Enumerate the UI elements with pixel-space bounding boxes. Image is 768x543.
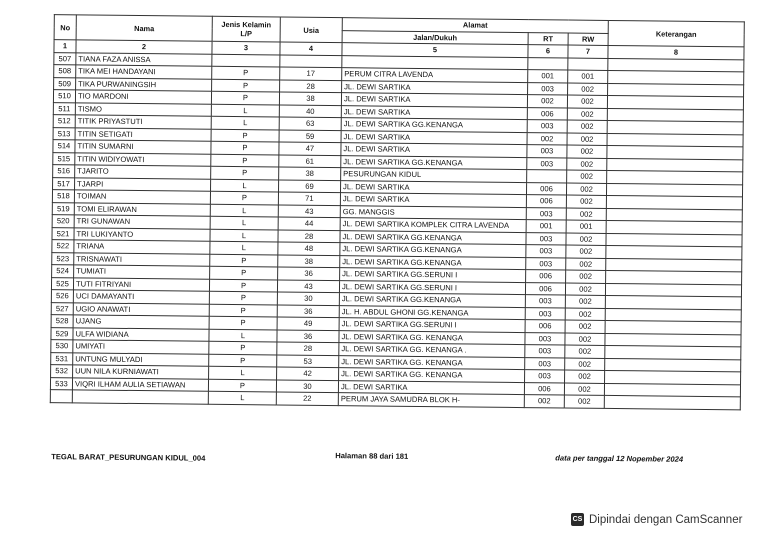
cell-usia: 38 (279, 92, 341, 105)
cell-usia: 43 (277, 280, 339, 293)
header-keterangan: Keterangan (608, 20, 744, 46)
cell-usia: 44 (278, 217, 340, 230)
cell-jalan: JL. DEWI SARTIKA KOMPLEK CITRA LAVENDA (340, 218, 526, 232)
camscanner-text: Dipindai dengan CamScanner (589, 513, 743, 526)
cell-jalan: GG. MANGGIS (340, 205, 526, 219)
cell-rt: 006 (524, 382, 564, 395)
cell-jenis-kelamin: L (209, 329, 277, 342)
cell-usia: 63 (279, 117, 341, 130)
cell-jenis-kelamin: P (211, 166, 279, 179)
cell-rt: 002 (527, 132, 567, 145)
cell-rw: 002 (565, 295, 605, 308)
cell-no: 526 (51, 290, 73, 303)
cell-jenis-kelamin: P (210, 254, 278, 267)
cell-jalan: JL. DEWI SARTIKA GG.KENANGA (339, 293, 525, 307)
cell-usia: 36 (277, 330, 339, 343)
cell-jenis-kelamin: L (209, 366, 277, 379)
cell-jalan: JL. DEWI SARTIKA (341, 130, 527, 144)
cell-rt: 006 (525, 282, 565, 295)
cell-no: 530 (51, 340, 73, 353)
cell-rt: 006 (526, 270, 566, 283)
col-number-2: 2 (76, 40, 212, 54)
cell-nama: UCI DAMAYANTI (73, 290, 209, 304)
cell-jalan: JL. DEWI SARTIKA GG.KENANGA (341, 118, 527, 132)
cell-nama: TUMIATI (74, 265, 210, 279)
cell-nama: TOIMAN (74, 190, 210, 204)
cell-jalan: JL. DEWI SARTIKA GG. KENANGA (339, 355, 525, 369)
cell-no: 519 (52, 202, 74, 215)
cell-jalan: PERUM JAYA SAMUDRA BLOK H- (338, 393, 524, 407)
cell-usia: 40 (279, 105, 341, 118)
cell-jenis-kelamin: P (209, 341, 277, 354)
voter-table (50, 14, 745, 410)
cell-jalan: JL. DEWI SARTIKA (340, 180, 526, 194)
cell-no: 533 (50, 377, 72, 390)
cell-usia: 36 (277, 305, 339, 318)
cell-jalan: JL. DEWI SARTIKA GG.KENANGA (340, 230, 526, 244)
cell-usia (280, 55, 342, 68)
cell-no: 529 (51, 327, 73, 340)
cell-nama: UNTUNG MULYADI (73, 352, 209, 366)
cell-no: 521 (52, 227, 74, 240)
cell-jenis-kelamin: L (211, 116, 279, 129)
cell-jalan: JL. DEWI SARTIKA GG.KENANGA (341, 155, 527, 169)
cell-jalan: JL. DEWI SARTIKA (338, 380, 524, 394)
cell-usia: 38 (279, 167, 341, 180)
cell-nama: TJARPI (75, 177, 211, 191)
cell-no: 509 (54, 77, 76, 90)
cell-rw: 002 (567, 145, 607, 158)
cell-jenis-kelamin: P (211, 129, 279, 142)
cell-usia: 49 (277, 317, 339, 330)
col-number-5: 5 (342, 43, 528, 57)
cell-nama: UUN NILA KURNIAWATI (73, 365, 209, 379)
cell-nama: TIKA PURWANINGSIH (76, 77, 212, 91)
cell-jenis-kelamin: L (210, 204, 278, 217)
cell-no: 531 (51, 352, 73, 365)
cell-no: 516 (53, 165, 75, 178)
cell-usia: 61 (279, 155, 341, 168)
cell-usia: 17 (280, 67, 342, 80)
cell-rt: 001 (526, 220, 566, 233)
cell-nama: TRI LUKIYANTO (74, 227, 210, 241)
cell-usia: 30 (276, 379, 338, 392)
cell-rw: 002 (565, 283, 605, 296)
cell-jalan: JL. DEWI SARTIKA (340, 193, 526, 207)
cell-jalan: JL. DEWI SARTIKA GG. KENANGA (339, 368, 525, 382)
cell-nama: TITIN WIDIYOWATI (75, 152, 211, 166)
cell-rw: 002 (565, 345, 605, 358)
cell-jalan: JL. DEWI SARTIKA GG.SERUNI I (339, 318, 525, 332)
cell-nama: TUTI FITRIYANI (73, 277, 209, 291)
cell-rt: 003 (527, 120, 567, 133)
cell-jenis-kelamin: P (209, 316, 277, 329)
cell-usia: 22 (276, 392, 338, 405)
cell-jenis-kelamin: P (210, 191, 278, 204)
cell-no: 528 (51, 315, 73, 328)
cell-rt: 003 (525, 307, 565, 320)
cell-no: 522 (52, 240, 74, 253)
cell-no: 507 (54, 52, 76, 65)
cell-jenis-kelamin: P (210, 266, 278, 279)
cell-jenis-kelamin: L (210, 241, 278, 254)
cell-rt: 001 (528, 70, 568, 83)
col-number-7: 7 (568, 45, 608, 58)
cell-jenis-kelamin: L (210, 229, 278, 242)
cell-rw: 002 (566, 270, 606, 283)
cell-rw: 002 (564, 395, 604, 408)
cell-rt: 003 (528, 82, 568, 95)
cell-rw: 002 (566, 183, 606, 196)
cell-rw: 001 (568, 70, 608, 83)
cell-nama: TJARITO (75, 165, 211, 179)
cell-usia: 30 (277, 292, 339, 305)
cell-usia: 38 (278, 255, 340, 268)
cell-jenis-kelamin: P (212, 79, 280, 92)
cell-nama (72, 390, 208, 404)
cell-rt: 006 (527, 107, 567, 120)
cell-nama: TIANA FAZA ANISSA (76, 52, 212, 66)
cell-keterangan (604, 395, 740, 409)
camscanner-watermark (571, 513, 742, 526)
cell-jenis-kelamin: L (211, 179, 279, 192)
cell-jenis-kelamin: P (211, 141, 279, 154)
cell-jenis-kelamin: L (208, 391, 276, 404)
cell-jalan: JL. DEWI SARTIKA GG.KENANGA (340, 255, 526, 269)
cell-rt: 002 (524, 395, 564, 408)
cell-rt: 003 (525, 295, 565, 308)
cell-nama: VIQRI ILHAM AULIA SETIAWAN (72, 377, 208, 391)
cell-no: 508 (54, 65, 76, 78)
cell-no: 518 (52, 190, 74, 203)
cell-rt: 003 (526, 257, 566, 270)
cell-rt: 003 (525, 332, 565, 345)
cell-no: 532 (51, 365, 73, 378)
cell-usia: 42 (277, 367, 339, 380)
cell-no: 525 (51, 277, 73, 290)
cell-nama: TOMI ELIRAWAN (74, 202, 210, 216)
cell-rt: 003 (527, 145, 567, 158)
cell-jalan: PERUM CITRA LAVENDA (342, 68, 528, 82)
cell-no: 523 (52, 252, 74, 265)
cell-rt: 003 (527, 157, 567, 170)
header-nama: Nama (76, 15, 212, 41)
cell-jenis-kelamin: L (210, 216, 278, 229)
data-date: data per tanggal 12 Nopember 2024 (555, 453, 684, 464)
cell-no: 511 (53, 102, 75, 115)
cell-nama: UMIYATI (73, 340, 209, 354)
cell-jenis-kelamin: P (209, 354, 277, 367)
header-no: No (54, 15, 76, 40)
cell-no (50, 390, 72, 403)
cell-nama: UJANG (73, 315, 209, 329)
cell-jenis-kelamin: P (209, 291, 277, 304)
cell-jalan: JL. DEWI SARTIKA (341, 93, 527, 107)
header-rt: RT (528, 32, 568, 45)
cell-nama: TIO MARDONI (75, 90, 211, 104)
header-usia: Usia (280, 17, 342, 43)
cell-nama: TRIANA (74, 240, 210, 254)
cell-jalan: JL. DEWI SARTIKA GG.SERUNI I (339, 280, 525, 294)
cell-jalan: JL. DEWI SARTIKA (342, 80, 528, 94)
camscanner-icon: CS (571, 513, 584, 526)
cell-usia: 28 (278, 230, 340, 243)
cell-jalan: JL. DEWI SARTIKA (341, 143, 527, 157)
cell-rt (527, 170, 567, 183)
header-alamat: Alamat (342, 18, 608, 33)
col-number-8: 8 (608, 45, 744, 59)
cell-rw: 002 (564, 383, 604, 396)
cell-usia: 59 (279, 130, 341, 143)
cell-rw: 002 (565, 320, 605, 333)
cell-nama: TISMO (75, 102, 211, 116)
cell-no: 513 (53, 127, 75, 140)
cell-nama: TRISNAWATI (74, 252, 210, 266)
cell-rw (568, 58, 608, 71)
cell-usia: 36 (278, 267, 340, 280)
cell-no: 514 (53, 140, 75, 153)
cell-rt: 003 (526, 245, 566, 258)
cell-rw: 002 (567, 95, 607, 108)
cell-nama: TITIK PRIYASTUTI (75, 115, 211, 129)
cell-rw: 002 (567, 170, 607, 183)
cell-no: 510 (53, 90, 75, 103)
cell-rw: 002 (566, 208, 606, 221)
cell-no: 524 (52, 265, 74, 278)
cell-jenis-kelamin (212, 54, 280, 67)
cell-jalan: JL. DEWI SARTIKA GG. KENANGA (339, 330, 525, 344)
region-label: TEGAL BARAT_PESURUNGAN KIDUL_004 (51, 452, 206, 463)
cell-rw: 002 (567, 108, 607, 121)
cell-no: 517 (53, 177, 75, 190)
cell-nama: TITIN SUMARNI (75, 140, 211, 154)
cell-usia: 28 (280, 80, 342, 93)
cell-rt: 006 (525, 320, 565, 333)
cell-rw: 002 (566, 258, 606, 271)
cell-rw: 002 (567, 133, 607, 146)
cell-rw: 002 (566, 195, 606, 208)
cell-no: 527 (51, 302, 73, 315)
cell-rw: 002 (565, 358, 605, 371)
cell-no: 520 (52, 215, 74, 228)
cell-jenis-kelamin: P (211, 154, 279, 167)
cell-usia: 53 (277, 354, 339, 367)
cell-no: 515 (53, 152, 75, 165)
cell-usia: 69 (279, 180, 341, 193)
cell-rw: 002 (568, 83, 608, 96)
cell-jalan: JL. DEWI SARTIKA GG. KENANGA . (339, 343, 525, 357)
cell-jalan: JL. DEWI SARTIKA (341, 105, 527, 119)
cell-rt: 003 (525, 370, 565, 383)
header-jenis-kelamin: Jenis Kelamin L/P (212, 16, 280, 42)
page-number: Halaman 88 dari 181 (335, 451, 409, 461)
header-jalan: Jalan/Dukuh (342, 30, 528, 44)
cell-jenis-kelamin: P (208, 379, 276, 392)
cell-nama: TITIN SETIGATI (75, 127, 211, 141)
table-body (50, 52, 744, 409)
cell-rt: 003 (525, 357, 565, 370)
col-number-3: 3 (212, 41, 280, 54)
cell-rw: 002 (565, 308, 605, 321)
cell-rt: 002 (527, 95, 567, 108)
cell-rw: 002 (565, 333, 605, 346)
cell-usia: 47 (279, 142, 341, 155)
cell-jenis-kelamin: P (212, 66, 280, 79)
cell-nama: TIKA MEI HANDAYANI (76, 65, 212, 79)
cell-rw: 002 (565, 370, 605, 383)
cell-nama: TRI GUNAWAN (74, 215, 210, 229)
cell-nama: UGIO ANAWATI (73, 302, 209, 316)
header-rw: RW (568, 33, 608, 46)
scanned-page (35, 0, 752, 507)
cell-usia: 71 (278, 192, 340, 205)
cell-jenis-kelamin: P (209, 304, 277, 317)
cell-rt: 003 (526, 232, 566, 245)
cell-nama: ULFA WIDIANA (73, 327, 209, 341)
cell-rw: 002 (567, 120, 607, 133)
cell-rt: 003 (525, 345, 565, 358)
cell-rt (528, 57, 568, 70)
cell-jenis-kelamin: L (211, 104, 279, 117)
cell-rw: 002 (566, 233, 606, 246)
cell-rw: 002 (566, 245, 606, 258)
cell-jalan: JL. H. ABDUL GHONI GG.KENANGA (339, 305, 525, 319)
cell-no: 512 (53, 115, 75, 128)
cell-jenis-kelamin: P (209, 279, 277, 292)
cell-rw: 002 (567, 158, 607, 171)
cell-rw: 001 (566, 220, 606, 233)
cell-jenis-kelamin: P (211, 91, 279, 104)
cell-jalan: JL. DEWI SARTIKA GG.SERUNI I (340, 268, 526, 282)
col-number-6: 6 (528, 45, 568, 58)
cell-jalan: JL. DEWI SARTIKA GG.KENANGA (340, 243, 526, 257)
col-number-4: 4 (280, 42, 342, 55)
cell-usia: 43 (278, 205, 340, 218)
cell-usia: 48 (278, 242, 340, 255)
cell-rt: 006 (526, 195, 566, 208)
col-number-1: 1 (54, 40, 76, 53)
cell-usia: 28 (277, 342, 339, 355)
cell-rt: 006 (526, 182, 566, 195)
cell-rt: 003 (526, 207, 566, 220)
cell-jalan: PESURUNGAN KIDUL (341, 168, 527, 182)
